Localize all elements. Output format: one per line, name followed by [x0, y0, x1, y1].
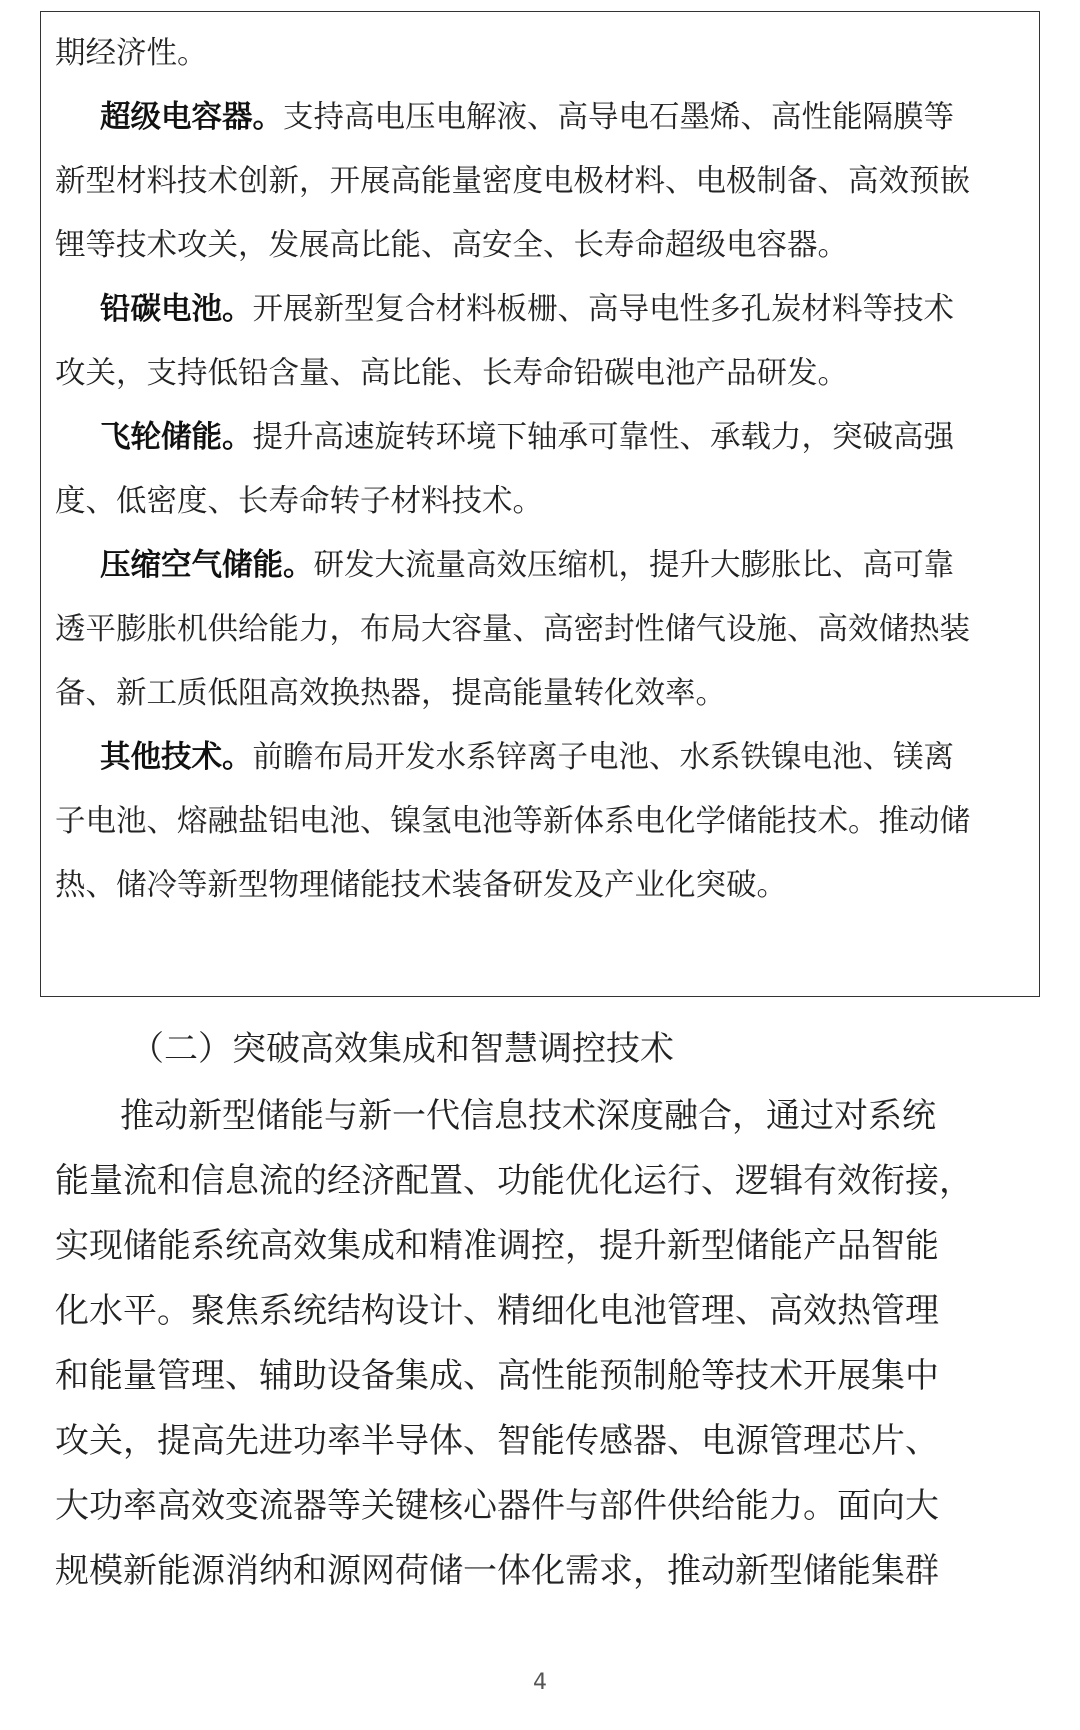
paragraph-title-lead-carbon: 铅碳电池。: [100, 292, 253, 327]
box-line-11: 备、新工质低阻高效换热器，提高能量转化效率。: [55, 676, 726, 711]
paragraph-title-supercapacitor: 超级电容器。: [100, 100, 283, 135]
body-line-6: 攻关，提高先进功率半导体、智能传感器、电源管理芯片、: [55, 1421, 939, 1461]
paragraph-title-flywheel: 飞轮储能。: [100, 420, 253, 455]
box-line-5: 铅碳电池。开展新型复合材料板栅、高导电性多孔炭材料等技术: [100, 292, 954, 327]
box-line-7: 飞轮储能。提升高速旋转环境下轴承可靠性、承载力，突破高强: [100, 420, 954, 455]
body-line-8: 规模新能源消纳和源网荷储一体化需求，推动新型储能集群: [55, 1551, 939, 1591]
body-line-5: 和能量管理、辅助设备集成、高性能预制舱等技术开展集中: [55, 1356, 939, 1396]
body-line-4: 化水平。聚焦系统结构设计、精细化电池管理、高效热管理: [55, 1291, 939, 1331]
box-line-6: 攻关，支持低铅含量、高比能、长寿命铅碳电池产品研发。: [55, 356, 848, 391]
box-line-1: 期经济性。: [55, 36, 208, 71]
box-line-3: 新型材料技术创新，开展高能量密度电极材料、电极制备、高效预嵌: [55, 164, 970, 199]
page-number: 4: [533, 1670, 547, 1695]
box-line-8: 度、低密度、长寿命转子材料技术。: [55, 484, 543, 519]
body-line-7: 大功率高效变流器等关键核心器件与部件供给能力。面向大: [55, 1486, 939, 1526]
box-line-4: 锂等技术攻关，发展高比能、高安全、长寿命超级电容器。: [55, 228, 848, 263]
paragraph-title-compressed-air: 压缩空气储能。: [100, 548, 314, 583]
paragraph-title-other: 其他技术。: [100, 740, 253, 775]
body-line-3: 实现储能系统高效集成和精准调控，提升新型储能产品智能: [55, 1226, 939, 1266]
box-line-14: 热、储冷等新型物理储能技术装备研发及产业化突破。: [55, 868, 787, 903]
section-heading: （二）突破高效集成和智慧调控技术: [130, 1029, 674, 1069]
body-line-1: 推动新型储能与新一代信息技术深度融合，通过对系统: [120, 1096, 936, 1136]
body-line-2: 能量流和信息流的经济配置、功能优化运行、逻辑有效衔接，: [55, 1161, 973, 1201]
box-line-13: 子电池、熔融盐铝电池、镍氢电池等新体系电化学储能技术。推动储: [55, 804, 970, 839]
box-line-9: 压缩空气储能。研发大流量高效压缩机，提升大膨胀比、高可靠: [100, 548, 954, 583]
box-line-2: 超级电容器。支持高电压电解液、高导电石墨烯、高性能隔膜等: [100, 100, 954, 135]
box-line-12: 其他技术。前瞻布局开发水系锌离子电池、水系铁镍电池、镁离: [100, 740, 954, 775]
box-line-10: 透平膨胀机供给能力，布局大容量、高密封性储气设施、高效储热装: [55, 612, 970, 647]
